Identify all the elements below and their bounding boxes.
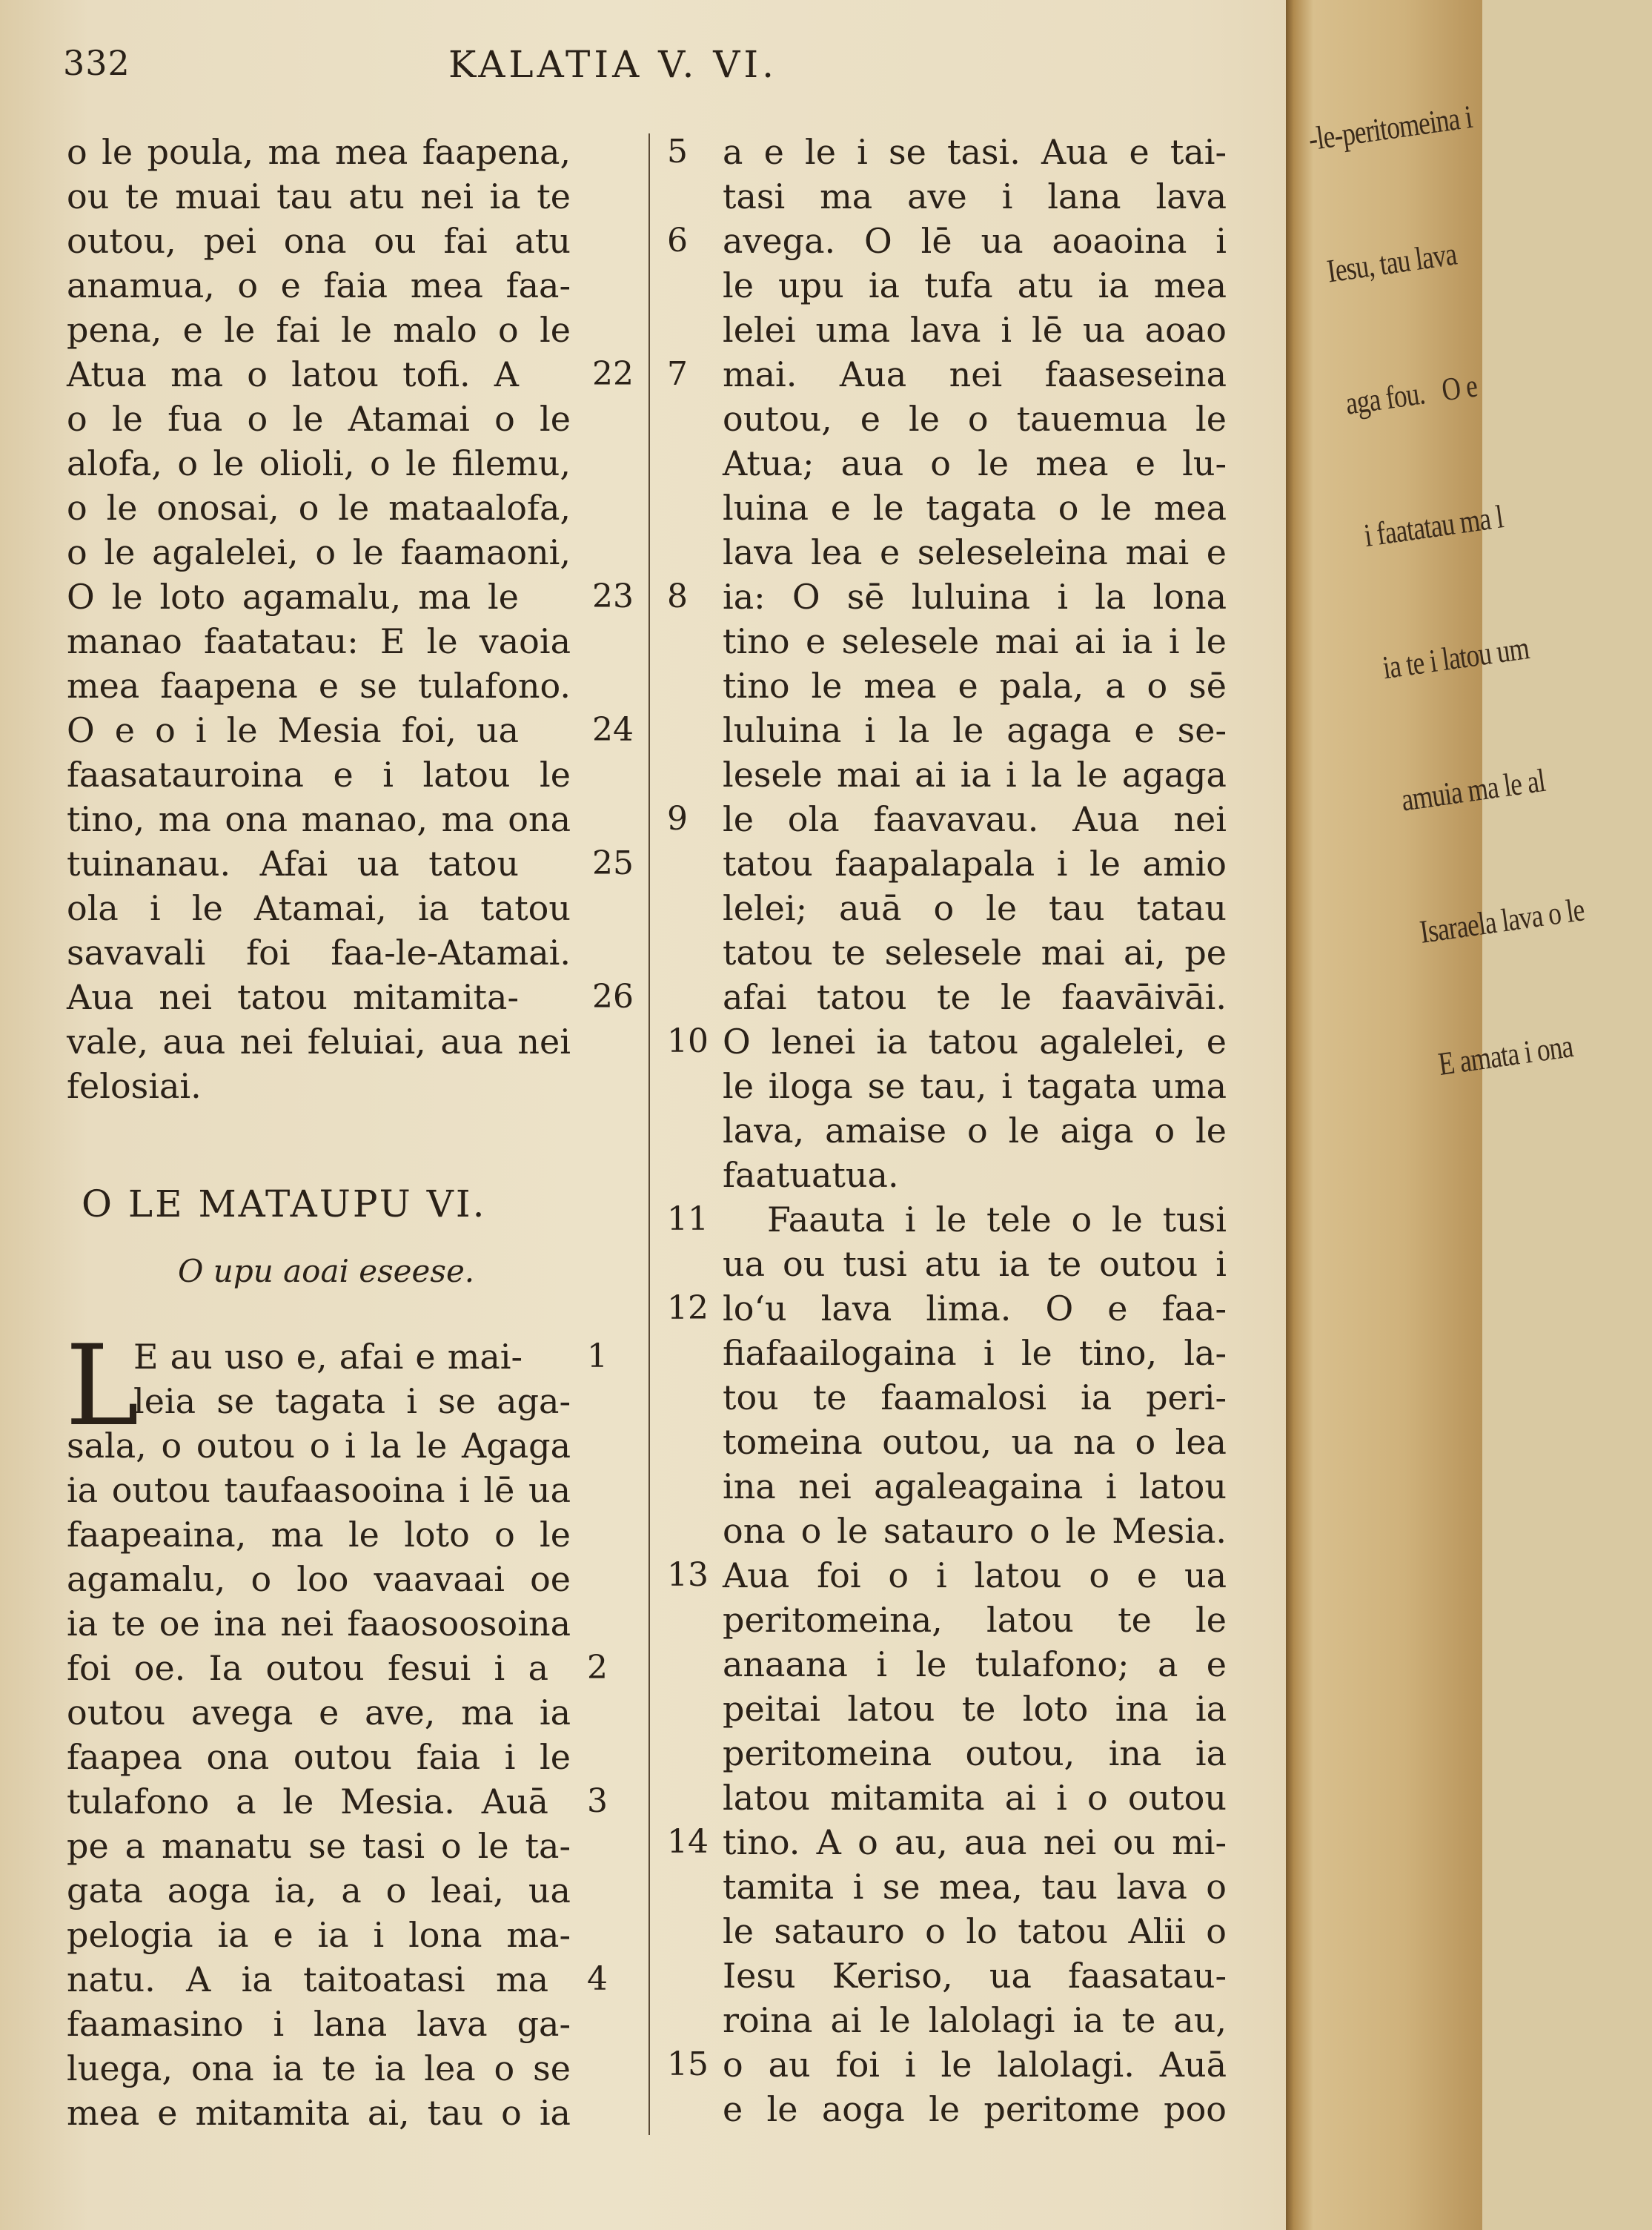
- text-line: tatou te selesele mai ai, pe: [723, 933, 1227, 973]
- verse-number: 13: [667, 1556, 709, 1594]
- text-line: foi oe. Ia outou fesui i a: [67, 1648, 548, 1688]
- text-line: roina ai le lalolagi ia te au,: [723, 2000, 1227, 2040]
- facing-line: ia te i latou um: [1380, 629, 1531, 686]
- right-column: [723, 130, 1227, 2131]
- text-line: pelogia ia e ia i lona ma-: [67, 1915, 571, 1955]
- verse-number: 1: [587, 1337, 608, 1375]
- page-header: [63, 43, 1234, 87]
- text-line: Atua; aua o le mea e lu-: [723, 443, 1227, 483]
- text-line: Atua ma o latou tofi. A: [67, 354, 519, 394]
- text-line: afai tatou te le faavāivāi.: [723, 977, 1227, 1017]
- text-line: faapea ona outou faia i le: [67, 1737, 571, 1777]
- text-line: ina nei agaleagaina i latou: [723, 1466, 1227, 1506]
- drop-cap: L: [65, 1322, 139, 1451]
- verse-number: 4: [587, 1960, 608, 1998]
- text-line: E au uso e, afai e mai-: [133, 1337, 523, 1377]
- verse-number: 23: [592, 578, 634, 615]
- text-line: fiafaailogaina i le tino, la-: [723, 1333, 1227, 1373]
- text-line: avega. O lē ua aoaoina i: [723, 221, 1227, 261]
- text-line: ua ou tusi atu ia te outou i: [723, 1244, 1227, 1284]
- text-line: loʻu lava lima. O e faa-: [723, 1288, 1227, 1329]
- verse-number: 22: [592, 355, 634, 393]
- facing-line: E amata i ona: [1436, 1028, 1575, 1083]
- text-line: Aua nei tatou mitamita-: [67, 977, 519, 1017]
- verse-number: 7: [667, 355, 688, 393]
- text-line: agamalu, o loo vaavaai oe: [67, 1559, 571, 1599]
- text-line: outou, e le o tauemua le: [723, 399, 1227, 439]
- text-line: le iloga se tau, i tagata uma: [723, 1066, 1227, 1106]
- text-line: tuinanau. Afai ua tatou: [67, 844, 519, 884]
- text-line: gata aoga ia, a o leai, ua: [67, 1870, 571, 1910]
- text-line: tino e selesele mai ai ia i le: [723, 621, 1227, 661]
- text-line: ia outou taufaasooina i lē ua: [67, 1470, 571, 1510]
- text-line: ona o le satauro o le Mesia.: [723, 1511, 1227, 1551]
- text-line: o le fua o le Atamai o le: [67, 399, 571, 439]
- text-line: o le agalelei, o le faamaoni,: [67, 532, 571, 572]
- text-line: Faauta i le tele o le tusi: [767, 1200, 1227, 1240]
- verse-number: 9: [667, 800, 688, 838]
- text-line: e le aoga le peritome poo: [723, 2089, 1227, 2129]
- text-line: luluina i la le agaga e se-: [723, 710, 1227, 750]
- text-line: tomeina outou, ua na o lea: [723, 1422, 1227, 1462]
- text-line: le ola faavavau. Aua nei: [723, 799, 1227, 839]
- text-line: Aua foi o i latou o e ua: [723, 1555, 1227, 1595]
- verse-number: 26: [592, 978, 634, 1016]
- text-line: le satauro o lo tatou Alii o: [723, 1911, 1227, 1951]
- text-line: mea faapena e se tulafono.: [67, 666, 571, 706]
- text-line: pe a manatu se tasi o le ta-: [67, 1826, 571, 1866]
- text-line: faatuatua.: [723, 1155, 899, 1195]
- text-line: O lenei ia tatou agalelei, e: [723, 1022, 1227, 1062]
- text-line: ia te oe ina nei faaosoosoina: [67, 1604, 571, 1644]
- facing-line: Iesu, tau lava: [1324, 235, 1459, 290]
- text-line: peritomeina, latou te le: [723, 1600, 1227, 1640]
- text-line: ola i le Atamai, ia tatou: [67, 888, 571, 928]
- running-title: KALATIA V. VI.: [448, 43, 778, 86]
- facing-line: i faatatau ma l: [1361, 498, 1505, 555]
- text-line: lesele mai ai ia i la le agaga: [723, 755, 1227, 795]
- text-line: o le onosai, o le mataalofa,: [67, 488, 571, 528]
- facing-line: Isaraela lava o le: [1417, 891, 1587, 950]
- verse-number: 6: [667, 222, 688, 259]
- facing-line: aga fou. O e: [1343, 367, 1479, 422]
- text-line: savavali foi faa-le-Atamai.: [67, 933, 571, 973]
- text-line: lava lea e seleseleina mai e: [723, 532, 1227, 572]
- text-line: tasi ma ave i lana lava: [723, 176, 1227, 216]
- text-line: luega, ona ia te ia lea o se: [67, 2048, 571, 2088]
- text-line: outou avega e ave, ma ia: [67, 1693, 571, 1733]
- verse-number: 8: [667, 578, 688, 615]
- verse-number: 2: [587, 1649, 608, 1687]
- text-line: mai. Aua nei faaseseina: [723, 354, 1227, 394]
- verse-number: 25: [592, 844, 634, 882]
- text-line: ou te muai tau atu nei ia te: [67, 176, 571, 216]
- text-line: mea e mitamita ai, tau o ia: [67, 2093, 571, 2133]
- chapter-heading: O LE MATAUPU VI.: [82, 1182, 487, 1225]
- text-line: o le poula, ma mea faapena,: [67, 132, 571, 172]
- text-line: alofa, o le olioli, o le filemu,: [67, 443, 571, 483]
- text-line: natu. A ia taitoatasi ma: [67, 1959, 548, 1999]
- text-line: tino, ma ona manao, ma ona: [67, 799, 571, 839]
- chapter-subtitle: O upu aoai eseese.: [178, 1253, 475, 1289]
- verse-number: 10: [667, 1022, 709, 1060]
- text-line: felosiai.: [67, 1066, 202, 1106]
- page-number: 332: [63, 43, 130, 83]
- verse-number: 11: [667, 1200, 709, 1238]
- text-line: o au foi i le lalolagi. Auā: [723, 2045, 1227, 2085]
- text-line: lelei uma lava i lē ua aoao: [723, 310, 1227, 350]
- text-line: tino le mea e pala, a o sē: [723, 666, 1227, 706]
- facing-line: amuia ma le al: [1399, 761, 1547, 818]
- verse-number: 5: [667, 133, 688, 171]
- verse-number: 3: [587, 1782, 608, 1820]
- text-line: faasatauroina e i latou le: [67, 755, 571, 795]
- text-line: outou, pei ona ou fai atu: [67, 221, 571, 261]
- verse-number: 14: [667, 1823, 709, 1861]
- text-line: lelei; auā o le tau tatau: [723, 888, 1227, 928]
- text-line: tatou faapalapala i le amio: [723, 844, 1227, 884]
- text-line: tou te faamalosi ia peri-: [723, 1377, 1227, 1417]
- text-line: leia se tagata i se aga-: [133, 1381, 571, 1421]
- text-line: Iesu Keriso, ua faasatau-: [723, 1956, 1227, 1996]
- text-line: peitai latou te loto ina ia: [723, 1689, 1227, 1729]
- text-line: ia: O sē luluina i la lona: [723, 577, 1227, 617]
- text-line: pena, e le fai le malo o le: [67, 310, 571, 350]
- column-divider: [648, 133, 650, 2135]
- text-line: faapeaina, ma le loto o le: [67, 1515, 571, 1555]
- text-line: sala, o outou o i la le Agaga: [67, 1426, 571, 1466]
- left-column-bottom: [67, 1334, 571, 2135]
- text-line: luina e le tagata o le mea: [723, 488, 1227, 528]
- text-line: tulafono a le Mesia. Auā: [67, 1781, 548, 1822]
- verse-number: 24: [592, 711, 634, 749]
- text-line: anaana i le tulafono; a e: [723, 1644, 1227, 1684]
- text-line: vale, aua nei feluiai, aua nei: [67, 1022, 571, 1062]
- left-column-top: [67, 130, 571, 1108]
- text-line: le upu ia tufa atu ia mea: [723, 265, 1227, 305]
- text-line: manao faatatau: E le vaoia: [67, 621, 571, 661]
- text-line: peritomeina outou, ina ia: [723, 1733, 1227, 1773]
- text-line: O e o i le Mesia foi, ua: [67, 710, 519, 750]
- verse-number: 15: [667, 2045, 709, 2083]
- text-line: tino. A o au, aua nei ou mi-: [723, 1822, 1227, 1862]
- verse-number: 12: [667, 1289, 709, 1327]
- facing-line: -le-peritomeina i: [1306, 98, 1474, 158]
- text-line: O le loto agamalu, ma le: [67, 577, 519, 617]
- text-line: tamita i se mea, tau lava o: [723, 1867, 1227, 1907]
- text-line: faamasino i lana lava ga-: [67, 2004, 571, 2044]
- text-line: anamua, o e faia mea faa-: [67, 265, 571, 305]
- text-line: latou mitamita ai i o outou: [723, 1778, 1227, 1818]
- text-line: a e le i se tasi. Aua e tai-: [723, 132, 1227, 172]
- text-line: lava, amaise o le aiga o le: [723, 1111, 1227, 1151]
